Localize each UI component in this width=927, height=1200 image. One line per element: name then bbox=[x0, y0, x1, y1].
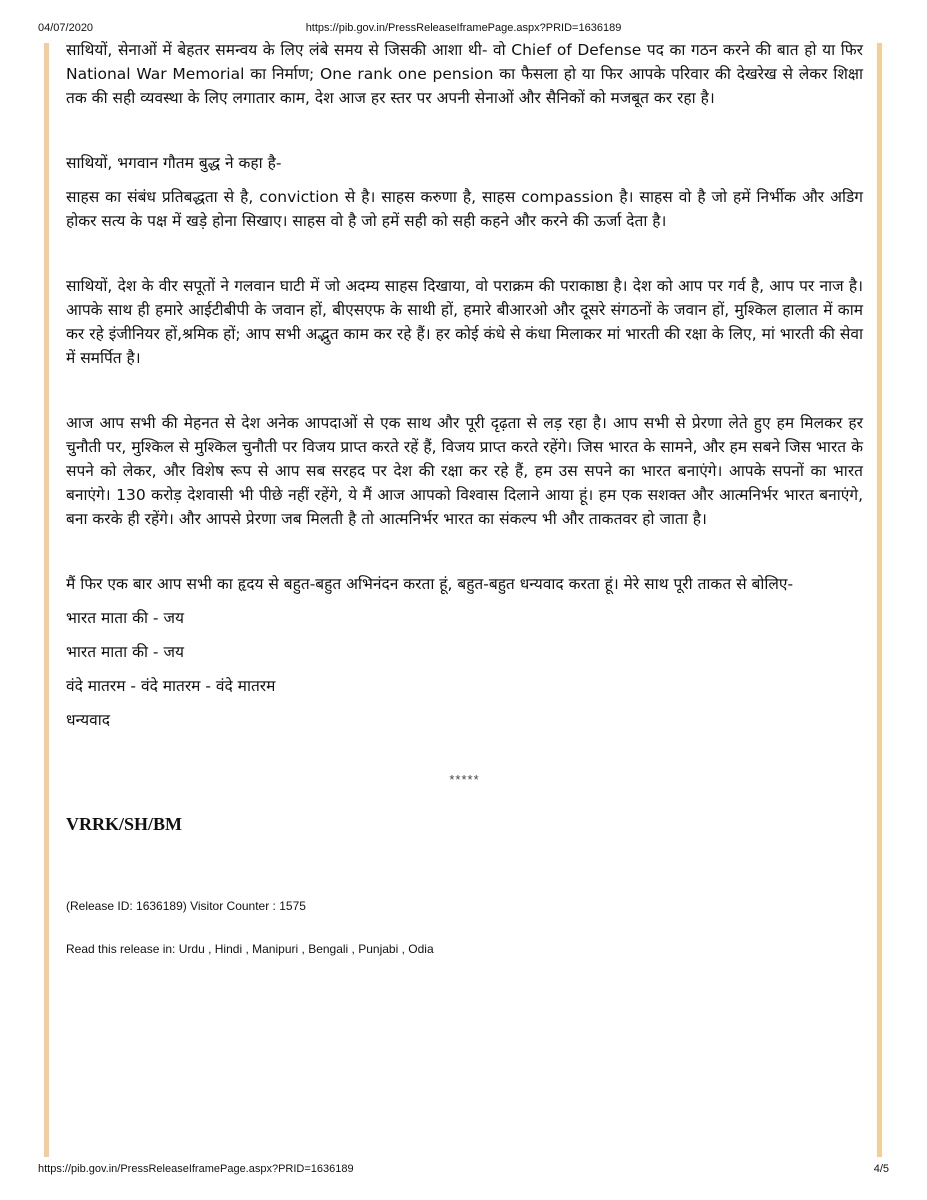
paragraph-armed-forces: साथियों, सेनाओं में बेहतर समन्वय के लिए लंबे समय से जिसकी आशा थी- वो Chief of Defense पद का गठन करने की बात हो या फिर National War Memorial का निर्माण; One rank one pension का फैसला हो या फिर आपके परिवार की देखरेख से लेकर शिक्षा तक की सही व्यवस्था के लिए लगातार काम, देश आज हर स्तर पर अपनी सेनाओं और सैनिकों को मजबूत कर रहा है। bbox=[66, 41, 863, 107]
language-separator: , bbox=[348, 942, 359, 956]
paragraph-courage-quote: साहस का संबंध प्रतिबद्धता से है, conviction से है। साहस करुणा है, साहस compassion है। साहस वो है जो हमें निर्भीक और अडिग होकर सत्य के पक्ष में खड़े होना सिखाए। साहस वो है जो हमें सही को सही कहने और करने की ऊर्जा देता है। bbox=[66, 188, 863, 230]
separator-stars: ***** bbox=[449, 772, 480, 787]
print-footer bbox=[38, 1163, 889, 1179]
language-separator: , bbox=[242, 942, 253, 956]
language-link-odia[interactable]: Odia bbox=[408, 942, 434, 956]
paragraph-galwan: साथियों, देश के वीर सपूतों ने गलवान घाटी में जो अदम्य साहस दिखाया, वो पराक्रम की पराकाष्ठा है। देश को आप पर गर्व है, आप पर नाज है। आपके साथ ही हमारे आईटीबीपी के जवान हों, बीएसएफ के साथी हों, हमारे बीआरओ और दूसरे संगठनों के जवान हों, मुश्किल हालात में काम कर रहे इंजीनियर हों,श्रमिक हों; आप सभी अद्भुत काम कर रहे हैं। हर कोई कंधे से कंधा मिलाकर मां भारती की रक्षा के लिए, मां भारती की सेवा में समर्पित है। bbox=[66, 277, 863, 367]
language-separator: , bbox=[204, 942, 215, 956]
frame-border-left bbox=[44, 43, 49, 1157]
paragraph-buddha-intro: साथियों, भगवान गौतम बुद्ध ने कहा है- bbox=[66, 154, 282, 172]
print-footer-url: https://pib.gov.in/PressReleaseIframePage.aspx?PRID=1636189 bbox=[38, 1163, 354, 1175]
press-release-body bbox=[66, 38, 863, 961]
language-link-urdu[interactable]: Urdu bbox=[178, 942, 205, 956]
page-number: 4/5 bbox=[873, 1163, 889, 1175]
closing-line: धन्यवाद bbox=[66, 711, 110, 729]
release-info: (Release ID: 1636189) Visitor Counter : 1575 bbox=[66, 899, 306, 913]
language-separator: , bbox=[398, 942, 409, 956]
language-link-punjabi[interactable]: Punjabi bbox=[358, 942, 399, 956]
language-links bbox=[66, 937, 863, 961]
language-link-manipuri[interactable]: Manipuri bbox=[252, 942, 299, 956]
frame-border-right bbox=[877, 43, 882, 1157]
language-separator: , bbox=[298, 942, 309, 956]
print-header bbox=[38, 22, 889, 38]
language-label: Read this release in: bbox=[66, 942, 179, 956]
paragraph-thanks: मैं फिर एक बार आप सभी का हृदय से बहुत-बहुत अभिनंदन करता हूं, बहुत-बहुत धन्यवाद करता हूं। मेरे साथ पूरी ताकत से बोलिए- bbox=[66, 575, 794, 593]
chant-line: भारत माता की - जय bbox=[66, 643, 184, 661]
chant-line: वंदे मातरम - वंदे मातरम - वंदे मातरम bbox=[66, 677, 276, 695]
signature-code: VRRK/SH/BM bbox=[66, 814, 183, 834]
paragraph-atmanirbhar: आज आप सभी की मेहनत से देश अनेक आपदाओं से एक साथ और पूरी दृढ़ता से लड़ रहा है। आप सभी से प्रेरणा लेते हुए हम मिलकर हर चुनौती पर, मुश्किल से मुश्किल चुनौती पर विजय प्राप्त करते रहें हैं, विजय प्राप्त करते रहेंगे। जिस भारत के सामने, और हम सबने जिस भारत के सपने को लेकर, और विशेष रूप से आप सब सरहद पर देश की रक्षा कर रहे हैं, हम उस सपने का भारत बनाएंगे। आपके सपनों का भारत बनाएंगे। 130 करोड़ देशवासी भी पीछे नहीं रहेंगे, ये मैं आज आपको विश्वास दिलाने आया हूं। हम एक सशक्त और आत्मनिर्भर भारत बनाएंगे, बना करके ही रहेंगे। और आपसे प्रेरणा जब मिलती है तो आत्मनिर्भर भारत का संकल्प भी और ताकतवर हो जाता है। bbox=[66, 414, 863, 528]
print-header-url: https://pib.gov.in/PressReleaseIframePage.aspx?PRID=1636189 bbox=[305, 22, 622, 34]
print-date: 04/07/2020 bbox=[38, 22, 94, 34]
language-link-bengali[interactable]: Bengali bbox=[308, 942, 349, 956]
language-link-hindi[interactable]: Hindi bbox=[214, 942, 243, 956]
chant-line: भारत माता की - जय bbox=[66, 609, 184, 627]
